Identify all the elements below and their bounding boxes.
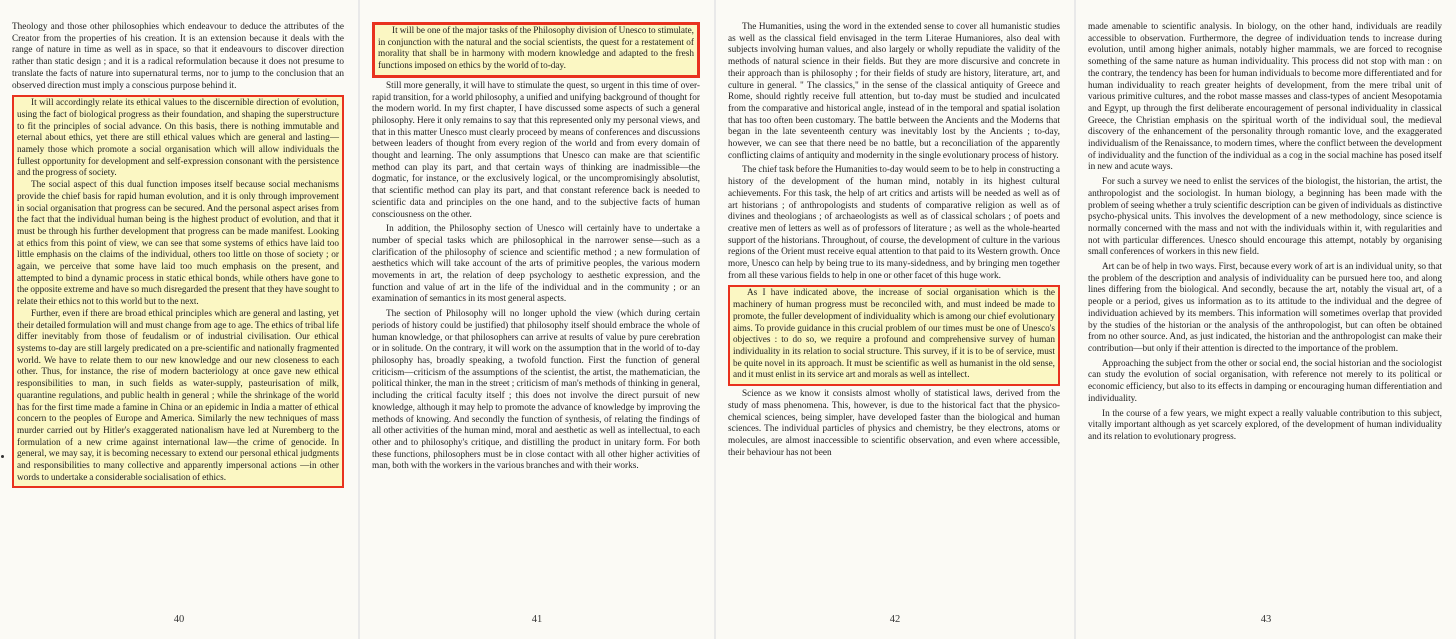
paragraph: Science as we know it consists almost wholly of statistical laws, derived from the study of mass phenomena. This, however, is due to the historical fact that the physico-chemical sciences, being simpler, have developed faster than the biological and human sciences. The individual particles of physics and chemistry, be they electrons, atoms or molecules, are almost inaccessible to scientific observation, and even where accessible, their behaviour has not been bbox=[728, 389, 1060, 458]
paragraph: As I have indicated above, the increase of social organisation which is the machinery of human progress must be reconciled with, and must indeed be made to promote, the fuller development of individuality which is among our chief evolutionary aims. To provide guidance in this crucial problem of our times must be one of Unesco's objectives : to do so, we require a profound and comprehensive survey of human individuality in its relation to social structure. This survey, if it is to be of service, must be quite novel in its approach. It must be scientific as well as humanist in the old sense, and it must enlist in its service art and morals as well as intellect. bbox=[733, 288, 1055, 381]
paragraph: For such a survey we need to enlist the services of the biologist, the historian, the artist, the anthropologist and the sociologist. In human biology, a beginning has been made with the problem of seeing whether a truly scientific description can be given of individuals as distinctive psycho-physical units. This involves the development of a new methodology, since science is normally concerned with the mass and not with the individuals within it, with regularities and not with particular differences. Unesco should encourage this attempt, notably by organising small conferences of workers in this new field. bbox=[1088, 177, 1442, 258]
page-43 bbox=[1076, 0, 1456, 639]
paragraph: Approaching the subject from the other or social end, the social historian and the sociologist can study the evolution of social organisation, with reference not merely to its political or economic efficiency, but also to its effects in damping or encouraging human differentiation and individuality. bbox=[1088, 358, 1442, 404]
paragraph: In addition, the Philosophy section of Unesco will certainly have to undertake a number of special tasks which are philosophical in the narrower sense—such as a clarification of the philosophy of science and scientific method ; a new formulation of aesthetics which will take account of the arts of primitive peoples, the various modern movements in art, the relation of deep psychology to aesthetic expression, and the function and value of art in the life of the individual and in the community ; or an examination of semantics in its most general aspects. bbox=[372, 224, 700, 305]
page-number: 41 bbox=[531, 614, 543, 625]
highlight-box bbox=[728, 285, 1060, 386]
margin-mark bbox=[1, 455, 4, 458]
paragraph: The chief task before the Humanities to-day would seem to be to help in constructing a history of the development of the human mind, notably in its highest cultural achievements. For this task, the help of art critics and artists will be needed as well as of art historians ; of anthropologists and students of comparative religion as well as of divines and theologians ; of archaeologists as well as of classical scholars ; of poets and creative men of letters as well as of professors of literature ; as well as the whole-hearted support of the historians. Throughout, of course, the development of culture in the various regions of the Orient must receive equal attention to that paid to its Western growth. Once more, Unesco can help by being true to its many-sidedness, and by bringing men together from all these various fields to help in one or other facet of this huge work. bbox=[728, 165, 1060, 281]
page-number: 40 bbox=[173, 614, 185, 625]
paragraph: The section of Philosophy will no longer uphold the view (which during certain periods of history could be justified) that philosophy itself should embrace the whole of human knowledge, or that philosophers can arrive at results of value by pure cerebration or in solitude. On the contrary, it will work on the assumption that in the world of to-day philosophy has, broadly speaking, a twofold function. First the function of general criticism—criticism of the assumptions of the scientist, the artist, the mathematician, the political thinker, the man in the street ; criticism of man's methods of thinking in general, including the critical faculty itself ; this does not involve the direct pursuit of new knowledge, although it may help to promote the advance of knowledge by improving the methods of knowing. And secondly the function of synthesis, of relating the findings of all other activities of the human mind, moral and aesthetic as well as intellectual, to each other and to philosophy's critique, and distilling the product in unitary form. For both these functions, philosophers must be in close contact with all other higher activities of man, both with the workers in the various branches and with their works. bbox=[372, 309, 700, 472]
paragraph: Further, even if there are broad ethical principles which are general and lasting, yet their detailed formulation will and must change from age to age. The ethics of tribal life differ inevitably from those of feudalism or of industrial civilisation. Our ethical systems to-day are still largely predicated on a pre-scientific and nationally fragmented world. We have to relate them to our new knowledge and our new closeness to each other. Thus, for instance, the rise of modern bacteriology at once gave new ethical responsibilities to man, in such fields as water-supply, pasteurisation of milk, quarantine regulations, and public health in general ; while the shrinkage of the world has for the first time made a famine in China or an epidemic in India a matter of ethical concern to the peoples of Europe and America. Similarly the new techniques of mass murder carried out by Hitler's exaggerated nationalism have led at Nuremberg to the formulation of a new crime against international law—the crime of genocide. In general, we may say, it is becoming necessary to extend our personal ethical judgments and responsibilities to many collective and apparently impersonal actions —in other words to undertake a considerable socialisation of ethics. bbox=[17, 308, 339, 483]
paragraph: Art can be of help in two ways. First, because every work of art is an individual unity, so that the problem of the description and analysis of individuality can be pursued here too, and along lines differing from the biological. And secondly, because the art, notably the visual art, of a people or a period, gives us information as to its attitude to the individual and the degree of individuation achieved by its members. This information will sometimes overlap that provided by the studies of the historian or the analysis of the anthropologist, but can often be obtained from no other source. And, as just indicated, the historian and the anthropologist can make their contribution—but only if their attention is directed to the importance of the problem. bbox=[1088, 262, 1442, 354]
paragraph: The social aspect of this dual function imposes itself because social mechanisms provide the chief basis for rapid human evolution, and it is only through improvement in social organisation that progress can be secured. And the personal aspect arises from the fact that the individual human being is the highest product of evolution, and that it must be through his further development that progress can be made manifest. Looking at ethics from this point of view, we can see that some systems of ethics have laid too little emphasis on the claims of the individual, others too little on those of society ; or again, we perceive that some have laid too much emphasis on the present, and attempted to bind a dynamic process in static ethical bonds, while others have gone to the opposite extreme and have so much disregarded the present that they have sought to relate their ethics not to this world but to the next. bbox=[17, 180, 339, 308]
paragraph: Still more generally, it will have to stimulate the quest, so urgent in this time of over-rapid transition, for a world philosophy, a unified and unifying background of thought for the modern world. In my first chapter, I have discussed some aspects of such a general philosophy. Here it only remains to say that this represented only my personal views, and that in this matter Unesco must clearly proceed by means of conferences and discussions between leaders of thought from every region of the world and from every domain of thought and learning. The only assumptions that Unesco can make are that scientific method can play its part, and that certain ways of thinking are inadmissible—the dogmatic, for instance, or the exclusively logical, or the uncompromisingly absolutist, that scientific method can play its part, and that constant reference back is needed to scientific data and principles on the one hand, and to the subjective facts of human consciousness on the other. bbox=[372, 80, 700, 220]
page-number: 42 bbox=[889, 614, 901, 625]
paragraph: Theology and those other philosophies which endeavour to deduce the attributes of the Creator from the properties of his creation. It is an extension because it deals with the range of nature in time as well as in space, so that it endeavours to discover direction rather than static design ; and it is a radical reformulation because it does not presume to translate the facts of nature into supernatural terms, nor to jump to the conclusion that an observed direction must imply a conscious purpose behind it. bbox=[12, 22, 344, 91]
page-41 bbox=[360, 0, 714, 639]
paragraph: It will be one of the major tasks of the Philosophy division of Unesco to stimulate, in conjunction with the natural and the social scientists, the quest for a restatement of morality that shall be in harmony with modern knowledge and adapted to the fresh functions imposed on ethics by the world of to-day. bbox=[378, 26, 694, 72]
paragraph: The Humanities, using the word in the extended sense to cover all humanistic studies as well as the classical field envisaged in the term Literae Humaniores, also deal with subjects involving human values, and also largely or wholly repudiate the validity of the methods of natural science in their fields. But they are more discursive and concrete in their approach than is philosophy ; for their fields of study are history, literature, art, and culture in general. " The classics," in the sense of the classical antiquity of Greece and Rome, should rightly receive full attention, but to-day must be studied and inculcated from the comparative and historical angle, instead of in the temporal and spatial isolation that has too often been customary. The battle between the Ancients and the Moderns that began in the late seventeenth century was inevitably lost by the Ancients ; to-day, however, we can see that there need be no battle, but a reconciliation of the apparently conflicting claims of antiquity and modernity in the single evolutionary process of history. bbox=[728, 22, 1060, 161]
paragraph: made amenable to scientific analysis. In biology, on the other hand, individuals are readily accessible to observation. Furthermore, the degree of individuation tends to increase during evolution, until among higher animals, notably higher mammals, we are forced to recognise something of the same nature as human individuality. This process did not stop with man : on the contrary, the tendency has been for human individuals to become more differentiated and for human individuality to reach greater heights of development, from the mere tribal unit of various primitive cultures, and the robot masse masses and class-types of ancient Mesopotamia and Egypt, up through the first deliberate encouragement of personal individuality in classical Greece, the Christian emphasis on the spiritual worth of the individual soul, the medieval discovery of the enhancement of the personality through romantic love, and the exaggerated individualism of the Renaissance, to modern times, where the conflict between the development of individuality and the function of the individual as a cog in the social machine has posed itself in new and acute ways. bbox=[1088, 22, 1442, 173]
page-number: 43 bbox=[1260, 614, 1272, 625]
paragraph: It will accordingly relate its ethical values to the discernible direction of evolution, using the fact of biological progress as their foundation, and shaping the superstructure to fit the principles of social advance. On this basis, there is nothing immutable and eternal about ethics, yet there are still ethical values which are general and lasting—namely those which promote a social organisation which will allow individuals the fullest opportunity for development and self-expression consonant with the persistence and the progress of society. bbox=[17, 98, 339, 179]
highlight-box bbox=[12, 95, 344, 488]
page-42 bbox=[716, 0, 1074, 639]
paragraph: In the course of a few years, we might expect a really valuable contribution to this subject, vitally important although as yet scarcely explored, of the development of human individuality and its relation to evolutionary progress. bbox=[1088, 408, 1442, 442]
page-40 bbox=[0, 0, 358, 639]
highlight-box bbox=[372, 22, 700, 78]
